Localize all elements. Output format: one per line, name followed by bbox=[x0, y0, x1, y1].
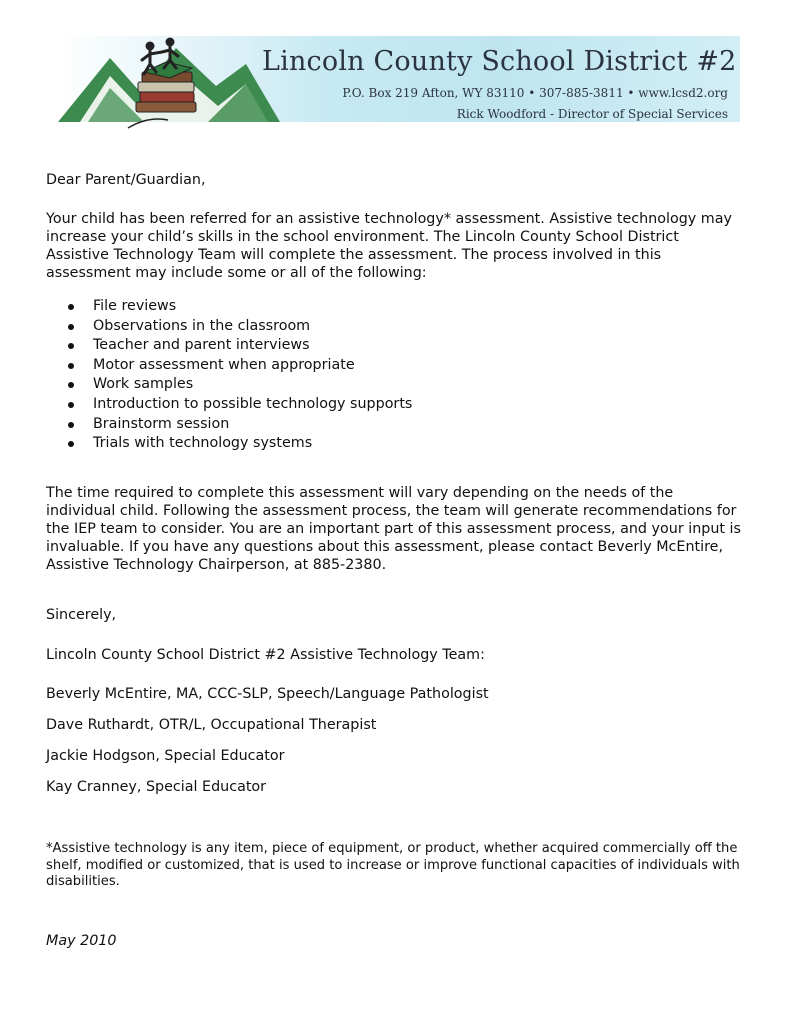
salutation: Dear Parent/Guardian, bbox=[46, 172, 206, 188]
letter-date: May 2010 bbox=[46, 933, 117, 949]
list-item: File reviews bbox=[66, 297, 412, 317]
list-item: Trials with technology systems bbox=[66, 434, 412, 454]
list-item: Motor assessment when appropriate bbox=[66, 356, 412, 376]
list-item: Brainstorm session bbox=[66, 415, 412, 435]
district-logo-icon bbox=[58, 36, 288, 134]
assessment-steps-list bbox=[66, 297, 412, 454]
team-member: Dave Ruthardt, OTR/L, Occupational Therapist bbox=[46, 717, 377, 733]
list-item: Work samples bbox=[66, 375, 412, 395]
letterhead bbox=[58, 36, 740, 126]
process-paragraph: The time required to complete this assessment will vary depending on the needs of the individual child. Following the assessment process, the team will generate recommendations for the IEP team to consider. You are an important part of this assessment process, and your input is invaluable. If you have any questions about this assessment, please contact Beverly McEntire, Assistive Technology Chairperson, at 885-2380. bbox=[46, 485, 741, 573]
list-item: Introduction to possible technology supports bbox=[66, 395, 412, 415]
team-member: Kay Cranney, Special Educator bbox=[46, 779, 267, 795]
list-item: Teacher and parent interviews bbox=[66, 336, 412, 356]
closing: Sincerely, bbox=[46, 607, 117, 623]
director-line: Rick Woodford - Director of Special Services bbox=[456, 107, 728, 121]
district-title: Lincoln County School District #2 bbox=[262, 46, 737, 77]
team-member: Jackie Hodgson, Special Educator bbox=[46, 748, 285, 764]
list-item: Observations in the classroom bbox=[66, 317, 412, 337]
district-contact-line: P.O. Box 219 Afton, WY 83110 • 307-885-3811 • www.lcsd2.org bbox=[342, 86, 728, 100]
team-member: Beverly McEntire, MA, CCC-SLP, Speech/Language Pathologist bbox=[46, 686, 489, 702]
footnote: *Assistive technology is any item, piece of equipment, or product, whether acquired commercially off the shelf, modified or customized, that is used to increase or improve functional capacities of individuals with disabilities. bbox=[46, 841, 740, 889]
intro-paragraph: Your child has been referred for an assistive technology* assessment. Assistive technology may increase your child’s skills in the school environment. The Lincoln County School District Assistive Technology Team will complete the assessment. The process involved in this assessment may include some or all of the following: bbox=[46, 211, 732, 281]
team-name: Lincoln County School District #2 Assistive Technology Team: bbox=[46, 647, 485, 663]
